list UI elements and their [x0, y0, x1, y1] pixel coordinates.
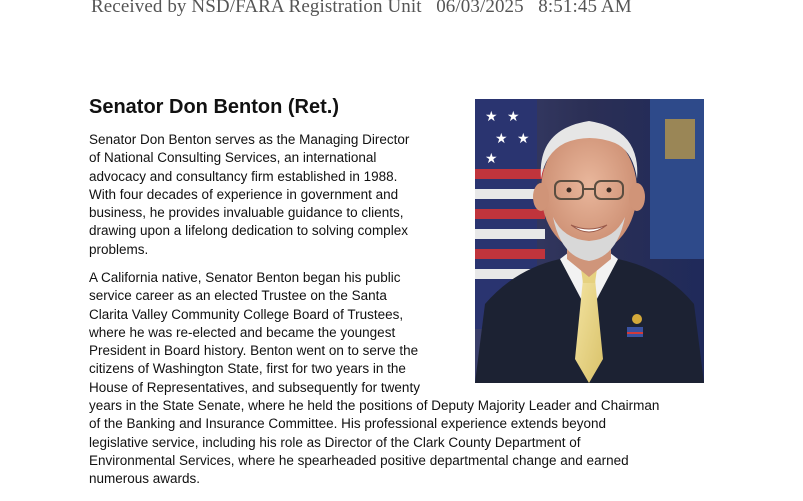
- text-line: Senator Don Benton serves as the Managing Director: [89, 132, 410, 147]
- text-line: problems.: [89, 241, 149, 257]
- svg-text:★: ★: [485, 109, 498, 125]
- svg-text:★: ★: [517, 131, 530, 147]
- svg-text:★: ★: [495, 131, 508, 147]
- bio-paragraph-1: [89, 131, 409, 259]
- text-line: of the Banking and Insurance Committee. His professional experience extends beyond: [89, 416, 607, 432]
- text-line: drawing upon a lifelong dedication to solving complex: [89, 223, 408, 239]
- bio-paragraph-2: [89, 269, 659, 489]
- text-line: numerous awards.: [89, 471, 201, 487]
- received-stamp: Received by NSD/FARA Registration Unit 06/03/2025 8:51:45 AM: [91, 0, 632, 17]
- svg-text:★: ★: [485, 151, 498, 167]
- text-line: advocacy and consultancy firm established in 1988.: [89, 168, 398, 184]
- text-line: where he was re-elected and became the youngest: [89, 324, 396, 340]
- text-line: citizens of Washington State, first for two years in the: [89, 361, 406, 377]
- text-line: of National Consulting Services, an international: [89, 150, 377, 166]
- text-line: service career as an elected Trustee on the Santa: [89, 288, 387, 304]
- page-title: Senator Don Benton (Ret.): [89, 96, 339, 118]
- text-line: President in Board history. Benton went on to serve the: [89, 343, 419, 359]
- text-line: business, he provides invaluable guidance to clients,: [89, 205, 404, 221]
- text-line: With four decades of experience in government and: [89, 186, 399, 202]
- text-line: House of Representatives, and subsequently for twenty: [89, 379, 420, 395]
- text-line: Environmental Services, where he spearheaded positive departmental change and earned: [89, 452, 629, 468]
- text-line: legislative service, including his role as Director of the Clark County Department of: [89, 434, 581, 450]
- text-line: Clarita Valley Community College Board of Trustees,: [89, 306, 404, 322]
- svg-text:★: ★: [507, 109, 520, 125]
- text-line: A California native, Senator Benton began his public: [89, 270, 401, 285]
- text-line: years in the State Senate, where he held the positions of Deputy Majority Leader and Chairman: [89, 398, 660, 414]
